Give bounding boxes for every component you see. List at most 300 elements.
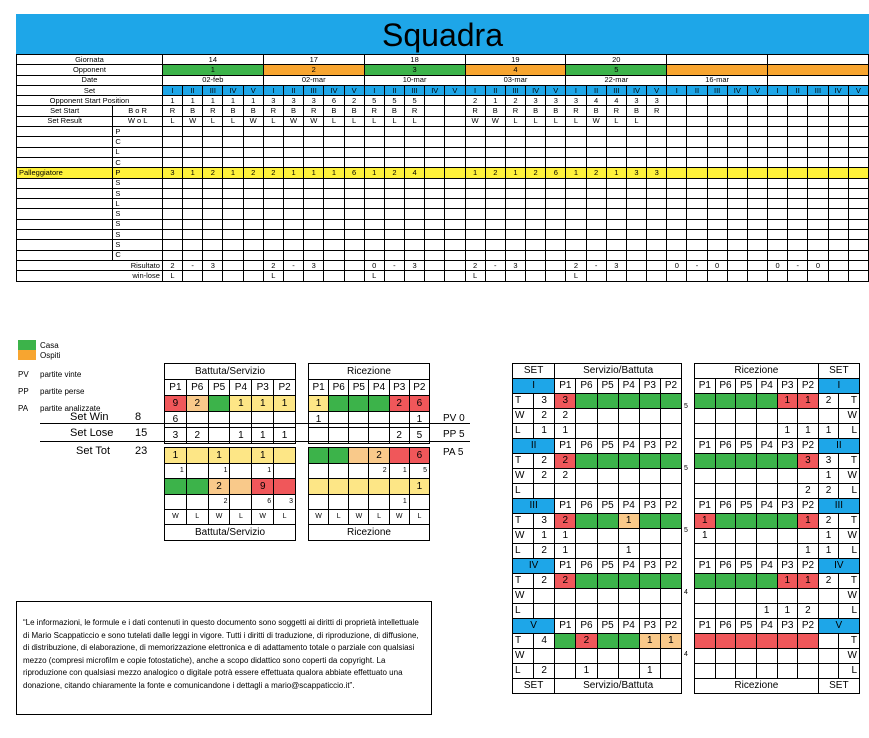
rotation-cell[interactable]	[344, 127, 364, 137]
rotation-cell[interactable]	[566, 240, 586, 250]
set-start-cell[interactable]	[445, 106, 465, 116]
rotation-cell[interactable]	[505, 199, 525, 209]
rotation-cell[interactable]	[162, 188, 182, 198]
rotation-cell[interactable]	[465, 240, 485, 250]
rotation-cell[interactable]	[505, 157, 525, 167]
rotation-cell[interactable]: 3	[162, 168, 182, 178]
rotation-cell[interactable]	[203, 219, 223, 229]
rotation-cell[interactable]	[485, 178, 505, 188]
set-start-cell[interactable]: R	[364, 106, 384, 116]
rotation-cell[interactable]	[183, 199, 203, 209]
set-start-cell[interactable]: R	[263, 106, 283, 116]
rotation-cell[interactable]	[808, 199, 828, 209]
rotation-cell[interactable]	[243, 157, 263, 167]
rotation-cell[interactable]	[848, 219, 868, 229]
rotation-cell[interactable]	[344, 230, 364, 240]
rotation-cell[interactable]	[283, 188, 303, 198]
set-result-cell[interactable]: W	[243, 116, 263, 126]
rotation-cell[interactable]	[183, 209, 203, 219]
rotation-cell[interactable]	[243, 209, 263, 219]
rotation-cell[interactable]	[566, 219, 586, 229]
rotation-cell[interactable]	[586, 137, 606, 147]
rotation-cell[interactable]: 1	[566, 168, 586, 178]
rotation-cell[interactable]	[667, 199, 687, 209]
rotation-cell[interactable]: 1	[465, 168, 485, 178]
rotation-cell[interactable]	[747, 147, 767, 157]
start-pos-cell[interactable]: 1	[485, 96, 505, 106]
rotation-cell[interactable]	[465, 250, 485, 260]
rotation-cell[interactable]	[526, 219, 546, 229]
rotation-cell[interactable]: 1	[223, 168, 243, 178]
set-result-cell[interactable]	[828, 116, 848, 126]
rotation-cell[interactable]	[364, 209, 384, 219]
rotation-cell[interactable]	[647, 240, 667, 250]
set-start-cell[interactable]: B	[384, 106, 404, 116]
rotation-cell[interactable]	[465, 147, 485, 157]
rotation-cell[interactable]	[707, 147, 727, 157]
rotation-cell[interactable]	[425, 168, 445, 178]
rotation-cell[interactable]	[485, 219, 505, 229]
rotation-cell[interactable]	[505, 188, 525, 198]
rotation-cell[interactable]	[445, 147, 465, 157]
rotation-cell[interactable]	[848, 230, 868, 240]
rotation-cell[interactable]	[283, 230, 303, 240]
rotation-cell[interactable]	[647, 250, 667, 260]
set-result-cell[interactable]: L	[324, 116, 344, 126]
rotation-cell[interactable]	[546, 127, 566, 137]
rotation-cell[interactable]	[566, 250, 586, 260]
rotation-cell[interactable]	[304, 250, 324, 260]
rotation-cell[interactable]	[283, 219, 303, 229]
rotation-cell[interactable]	[768, 127, 788, 137]
rotation-cell[interactable]: 2	[263, 168, 283, 178]
rotation-cell[interactable]	[465, 219, 485, 229]
rotation-cell[interactable]	[768, 168, 788, 178]
rotation-cell[interactable]	[425, 250, 445, 260]
rotation-cell[interactable]	[626, 188, 646, 198]
set-start-cell[interactable]: B	[283, 106, 303, 116]
set-result-cell[interactable]: W	[283, 116, 303, 126]
rotation-cell[interactable]	[263, 188, 283, 198]
rotation-cell[interactable]	[243, 230, 263, 240]
rotation-cell[interactable]	[606, 219, 626, 229]
rotation-cell[interactable]	[526, 147, 546, 157]
rotation-cell[interactable]	[344, 199, 364, 209]
rotation-cell[interactable]	[566, 157, 586, 167]
start-pos-cell[interactable]: 1	[203, 96, 223, 106]
start-pos-cell[interactable]: 2	[344, 96, 364, 106]
rotation-cell[interactable]	[223, 219, 243, 229]
set-start-cell[interactable]	[425, 106, 445, 116]
rotation-cell[interactable]	[344, 209, 364, 219]
rotation-cell[interactable]	[606, 178, 626, 188]
rotation-cell[interactable]	[364, 240, 384, 250]
rotation-cell[interactable]	[848, 188, 868, 198]
rotation-cell[interactable]	[183, 178, 203, 188]
rotation-cell[interactable]	[162, 127, 182, 137]
rotation-cell[interactable]	[324, 147, 344, 157]
start-pos-cell[interactable]	[747, 96, 767, 106]
rotation-cell[interactable]	[747, 219, 767, 229]
start-pos-cell[interactable]	[768, 96, 788, 106]
set-start-cell[interactable]: B	[546, 106, 566, 116]
start-pos-cell[interactable]	[445, 96, 465, 106]
rotation-cell[interactable]	[162, 250, 182, 260]
rotation-cell[interactable]	[404, 137, 424, 147]
rotation-cell[interactable]	[606, 137, 626, 147]
rotation-cell[interactable]	[667, 219, 687, 229]
rotation-cell[interactable]	[727, 178, 747, 188]
rotation-cell[interactable]	[526, 188, 546, 198]
set-result-cell[interactable]: W	[183, 116, 203, 126]
rotation-cell[interactable]	[243, 147, 263, 157]
rotation-cell[interactable]	[162, 199, 182, 209]
rotation-cell[interactable]	[324, 137, 344, 147]
start-pos-cell[interactable]	[828, 96, 848, 106]
rotation-cell[interactable]	[223, 209, 243, 219]
rotation-cell[interactable]	[727, 199, 747, 209]
rotation-cell[interactable]	[707, 199, 727, 209]
rotation-cell[interactable]	[747, 168, 767, 178]
rotation-cell[interactable]	[183, 137, 203, 147]
rotation-cell[interactable]	[687, 209, 707, 219]
rotation-cell[interactable]	[626, 209, 646, 219]
rotation-cell[interactable]	[425, 230, 445, 240]
set-start-cell[interactable]: R	[203, 106, 223, 116]
rotation-cell[interactable]	[263, 137, 283, 147]
rotation-cell[interactable]	[344, 250, 364, 260]
rotation-cell[interactable]	[747, 209, 767, 219]
rotation-cell[interactable]	[848, 209, 868, 219]
rotation-cell[interactable]	[384, 240, 404, 250]
rotation-cell[interactable]: 6	[546, 168, 566, 178]
rotation-cell[interactable]	[283, 157, 303, 167]
rotation-cell[interactable]	[526, 127, 546, 137]
rotation-cell[interactable]	[687, 199, 707, 209]
rotation-cell[interactable]	[687, 178, 707, 188]
set-start-cell[interactable]	[667, 106, 687, 116]
rotation-cell[interactable]	[404, 127, 424, 137]
set-start-cell[interactable]: R	[505, 106, 525, 116]
set-result-cell[interactable]	[425, 116, 445, 126]
rotation-cell[interactable]	[445, 250, 465, 260]
rotation-cell[interactable]	[162, 240, 182, 250]
rotation-cell[interactable]	[263, 230, 283, 240]
rotation-cell[interactable]	[364, 219, 384, 229]
rotation-cell[interactable]	[183, 230, 203, 240]
rotation-cell[interactable]	[445, 219, 465, 229]
rotation-cell[interactable]	[183, 157, 203, 167]
rotation-cell[interactable]	[304, 240, 324, 250]
rotation-cell[interactable]	[162, 219, 182, 229]
rotation-cell[interactable]	[586, 219, 606, 229]
rotation-cell[interactable]	[586, 178, 606, 188]
rotation-cell[interactable]	[566, 209, 586, 219]
rotation-cell[interactable]	[768, 199, 788, 209]
rotation-cell[interactable]	[606, 209, 626, 219]
rotation-cell[interactable]	[626, 137, 646, 147]
rotation-cell[interactable]	[465, 209, 485, 219]
rotation-cell[interactable]	[203, 199, 223, 209]
rotation-cell[interactable]	[687, 240, 707, 250]
rotation-cell[interactable]	[404, 250, 424, 260]
rotation-cell[interactable]	[687, 219, 707, 229]
set-start-cell[interactable]: B	[526, 106, 546, 116]
rotation-cell[interactable]: 6	[344, 168, 364, 178]
rotation-cell[interactable]	[606, 147, 626, 157]
rotation-cell[interactable]	[162, 147, 182, 157]
rotation-cell[interactable]	[344, 188, 364, 198]
rotation-cell[interactable]	[404, 178, 424, 188]
start-pos-cell[interactable]	[788, 96, 808, 106]
rotation-cell[interactable]	[344, 240, 364, 250]
rotation-cell[interactable]	[727, 240, 747, 250]
set-result-cell[interactable]: L	[606, 116, 626, 126]
rotation-cell[interactable]	[485, 127, 505, 137]
rotation-cell[interactable]	[727, 230, 747, 240]
rotation-cell[interactable]	[546, 178, 566, 188]
set-result-cell[interactable]: L	[344, 116, 364, 126]
rotation-cell[interactable]: 1	[183, 168, 203, 178]
rotation-cell[interactable]	[687, 147, 707, 157]
rotation-cell[interactable]	[566, 178, 586, 188]
rotation-cell[interactable]	[808, 240, 828, 250]
rotation-cell[interactable]	[788, 230, 808, 240]
start-pos-cell[interactable]: 6	[324, 96, 344, 106]
rotation-cell[interactable]	[304, 219, 324, 229]
rotation-cell[interactable]	[223, 250, 243, 260]
rotation-cell[interactable]	[465, 188, 485, 198]
rotation-cell[interactable]	[626, 127, 646, 137]
rotation-cell[interactable]	[788, 209, 808, 219]
rotation-cell[interactable]	[667, 188, 687, 198]
rotation-cell[interactable]: 1	[283, 168, 303, 178]
rotation-cell[interactable]	[505, 127, 525, 137]
rotation-cell[interactable]	[647, 219, 667, 229]
rotation-cell[interactable]	[647, 188, 667, 198]
rotation-cell[interactable]	[263, 127, 283, 137]
rotation-cell[interactable]	[445, 157, 465, 167]
set-start-cell[interactable]: R	[162, 106, 182, 116]
set-result-cell[interactable]: W	[586, 116, 606, 126]
rotation-cell[interactable]	[505, 137, 525, 147]
rotation-cell[interactable]	[546, 199, 566, 209]
rotation-cell[interactable]	[203, 188, 223, 198]
rotation-cell[interactable]: 2	[485, 168, 505, 178]
rotation-cell[interactable]	[808, 137, 828, 147]
rotation-cell[interactable]	[223, 178, 243, 188]
set-start-cell[interactable]: R	[566, 106, 586, 116]
rotation-cell[interactable]	[586, 230, 606, 240]
rotation-cell[interactable]	[263, 240, 283, 250]
set-result-cell[interactable]: L	[203, 116, 223, 126]
rotation-cell[interactable]	[445, 209, 465, 219]
rotation-cell[interactable]	[546, 188, 566, 198]
rotation-cell[interactable]: 2	[203, 168, 223, 178]
rotation-cell[interactable]	[243, 127, 263, 137]
rotation-cell[interactable]	[828, 188, 848, 198]
rotation-cell[interactable]	[223, 240, 243, 250]
rotation-cell[interactable]	[404, 219, 424, 229]
rotation-cell[interactable]	[364, 147, 384, 157]
start-pos-cell[interactable]: 3	[304, 96, 324, 106]
rotation-cell[interactable]	[808, 178, 828, 188]
rotation-cell[interactable]	[848, 168, 868, 178]
rotation-cell[interactable]	[546, 240, 566, 250]
rotation-cell[interactable]	[727, 188, 747, 198]
rotation-cell[interactable]	[485, 157, 505, 167]
start-pos-cell[interactable]: 3	[566, 96, 586, 106]
start-pos-cell[interactable]: 3	[546, 96, 566, 106]
rotation-cell[interactable]	[283, 199, 303, 209]
start-pos-cell[interactable]: 1	[183, 96, 203, 106]
rotation-cell[interactable]	[727, 127, 747, 137]
rotation-cell[interactable]	[626, 199, 646, 209]
rotation-cell[interactable]	[223, 230, 243, 240]
rotation-cell[interactable]	[485, 230, 505, 240]
rotation-cell[interactable]	[203, 230, 223, 240]
rotation-cell[interactable]	[667, 209, 687, 219]
rotation-cell[interactable]	[808, 209, 828, 219]
rotation-cell[interactable]	[203, 127, 223, 137]
set-start-cell[interactable]: R	[465, 106, 485, 116]
rotation-cell[interactable]	[788, 147, 808, 157]
rotation-cell[interactable]	[404, 199, 424, 209]
start-pos-cell[interactable]	[727, 96, 747, 106]
start-pos-cell[interactable]: 2	[505, 96, 525, 106]
rotation-cell[interactable]	[183, 219, 203, 229]
rotation-cell[interactable]	[425, 127, 445, 137]
rotation-cell[interactable]	[768, 188, 788, 198]
rotation-cell[interactable]: 2	[586, 168, 606, 178]
rotation-cell[interactable]	[263, 157, 283, 167]
rotation-cell[interactable]	[828, 219, 848, 229]
rotation-cell[interactable]	[223, 147, 243, 157]
rotation-cell[interactable]	[404, 147, 424, 157]
rotation-cell[interactable]	[384, 219, 404, 229]
rotation-cell[interactable]	[364, 178, 384, 188]
start-pos-cell[interactable]: 1	[162, 96, 182, 106]
rotation-cell[interactable]	[445, 199, 465, 209]
set-result-cell[interactable]	[808, 116, 828, 126]
rotation-cell[interactable]	[304, 199, 324, 209]
rotation-cell[interactable]	[324, 178, 344, 188]
rotation-cell[interactable]	[384, 209, 404, 219]
rotation-cell[interactable]	[344, 178, 364, 188]
set-start-cell[interactable]: B	[344, 106, 364, 116]
start-pos-cell[interactable]: 3	[263, 96, 283, 106]
rotation-cell[interactable]	[586, 157, 606, 167]
rotation-cell[interactable]	[465, 127, 485, 137]
rotation-cell[interactable]	[828, 178, 848, 188]
rotation-cell[interactable]	[788, 168, 808, 178]
rotation-cell[interactable]: 1	[324, 168, 344, 178]
set-result-cell[interactable]	[788, 116, 808, 126]
rotation-cell[interactable]	[445, 137, 465, 147]
rotation-cell[interactable]	[788, 178, 808, 188]
rotation-cell[interactable]	[606, 157, 626, 167]
rotation-cell[interactable]	[586, 199, 606, 209]
rotation-cell[interactable]	[364, 157, 384, 167]
rotation-cell[interactable]	[768, 230, 788, 240]
rotation-cell[interactable]	[425, 157, 445, 167]
rotation-cell[interactable]	[445, 188, 465, 198]
rotation-cell[interactable]	[667, 250, 687, 260]
set-start-cell[interactable]: B	[586, 106, 606, 116]
rotation-cell[interactable]	[586, 188, 606, 198]
rotation-cell[interactable]: 4	[404, 168, 424, 178]
rotation-cell[interactable]	[425, 188, 445, 198]
rotation-cell[interactable]	[485, 250, 505, 260]
rotation-cell[interactable]	[667, 137, 687, 147]
rotation-cell[interactable]	[687, 230, 707, 240]
rotation-cell[interactable]	[223, 137, 243, 147]
rotation-cell[interactable]	[788, 199, 808, 209]
rotation-cell[interactable]	[707, 230, 727, 240]
rotation-cell[interactable]	[445, 230, 465, 240]
rotation-cell[interactable]: 3	[647, 168, 667, 178]
rotation-cell[interactable]	[747, 157, 767, 167]
rotation-cell[interactable]	[687, 137, 707, 147]
rotation-cell[interactable]	[707, 137, 727, 147]
rotation-cell[interactable]	[243, 219, 263, 229]
rotation-cell[interactable]	[667, 230, 687, 240]
start-pos-cell[interactable]	[687, 96, 707, 106]
set-start-cell[interactable]: B	[485, 106, 505, 116]
rotation-cell[interactable]	[324, 230, 344, 240]
rotation-cell[interactable]	[606, 199, 626, 209]
set-start-cell[interactable]	[727, 106, 747, 116]
rotation-cell[interactable]	[768, 240, 788, 250]
rotation-cell[interactable]	[566, 147, 586, 157]
start-pos-cell[interactable]: 4	[586, 96, 606, 106]
rotation-cell[interactable]	[526, 178, 546, 188]
set-start-cell[interactable]: R	[304, 106, 324, 116]
rotation-cell[interactable]	[747, 137, 767, 147]
rotation-cell[interactable]	[283, 178, 303, 188]
rotation-cell[interactable]	[183, 188, 203, 198]
rotation-cell[interactable]	[364, 230, 384, 240]
rotation-cell[interactable]	[647, 157, 667, 167]
rotation-cell[interactable]	[526, 199, 546, 209]
rotation-cell[interactable]	[445, 240, 465, 250]
start-pos-cell[interactable]: 3	[526, 96, 546, 106]
rotation-cell[interactable]	[485, 209, 505, 219]
start-pos-cell[interactable]: 3	[626, 96, 646, 106]
rotation-cell[interactable]	[304, 188, 324, 198]
rotation-cell[interactable]	[566, 230, 586, 240]
rotation-cell[interactable]	[586, 209, 606, 219]
rotation-cell[interactable]	[647, 137, 667, 147]
rotation-cell[interactable]	[485, 147, 505, 157]
rotation-cell[interactable]	[465, 157, 485, 167]
rotation-cell[interactable]	[243, 188, 263, 198]
set-result-cell[interactable]: L	[566, 116, 586, 126]
rotation-cell[interactable]	[425, 199, 445, 209]
rotation-cell[interactable]	[263, 219, 283, 229]
rotation-cell[interactable]	[183, 240, 203, 250]
rotation-cell[interactable]	[626, 157, 646, 167]
set-result-cell[interactable]	[848, 116, 868, 126]
rotation-cell[interactable]	[586, 127, 606, 137]
rotation-cell[interactable]	[727, 137, 747, 147]
rotation-cell[interactable]	[747, 178, 767, 188]
rotation-cell[interactable]	[183, 250, 203, 260]
rotation-cell[interactable]	[384, 127, 404, 137]
start-pos-cell[interactable]: 3	[647, 96, 667, 106]
rotation-cell[interactable]	[526, 240, 546, 250]
rotation-cell[interactable]	[788, 219, 808, 229]
